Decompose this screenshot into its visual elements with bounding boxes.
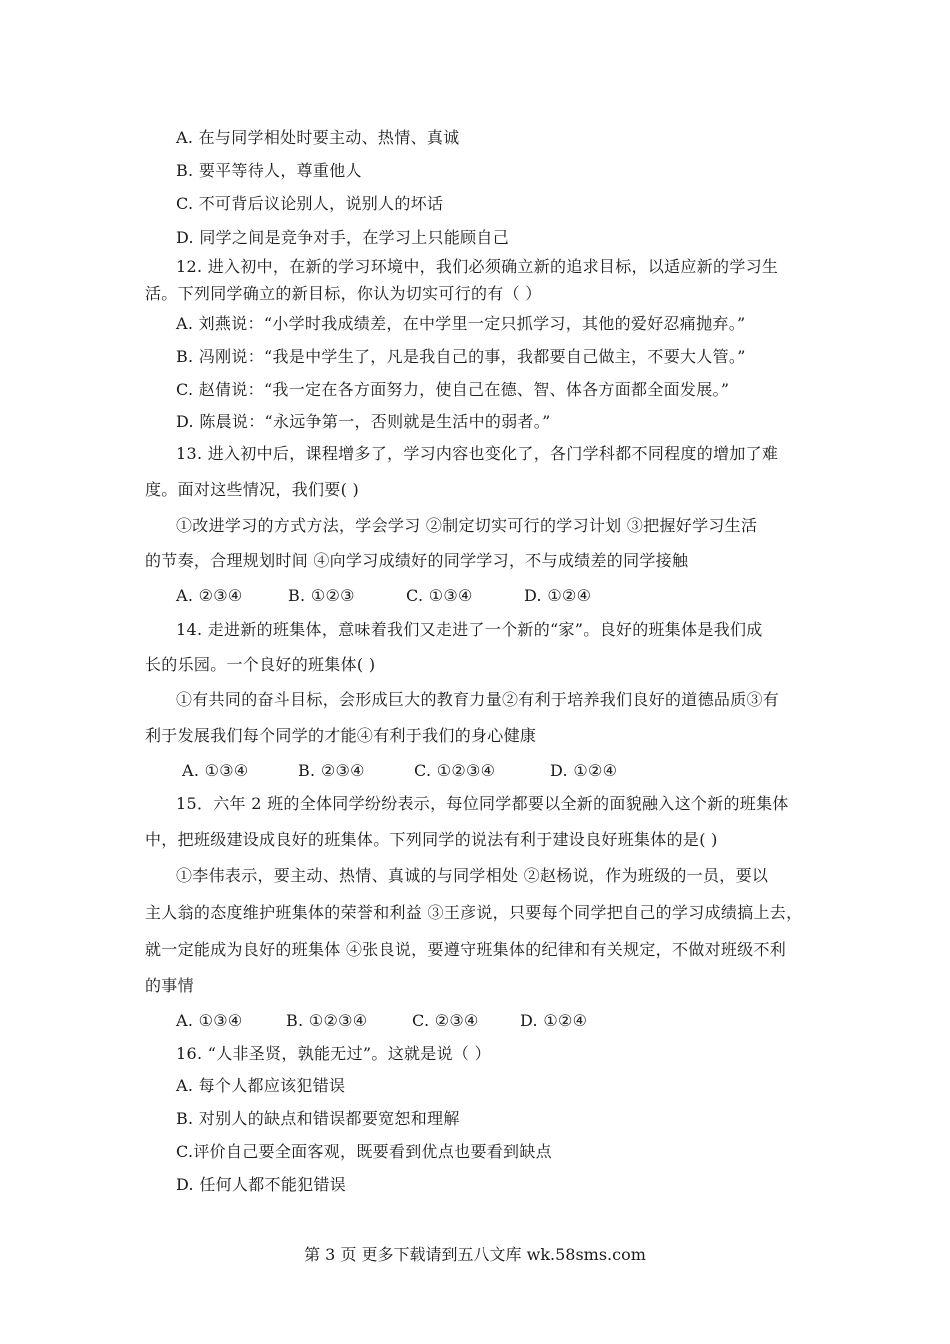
q14-choice-b: B. ②③④ [298,761,365,780]
q15-choices [176,1011,587,1031]
q15-items-line1: ①李伟表示，要主动、热情、真诚的与同学相处 ②赵杨说，作为班级的一员，要以 [176,866,769,885]
q12-option-c: C. 赵倩说：“我一定在各方面努力，使自己在德、智、体各方面都全面发展。” [176,380,730,399]
page-footer: 第 3 页 更多下载请到五八文库 wk.58sms.com [304,1245,646,1264]
q14-items-line2: 利于发展我们每个同学的才能④有利于我们的身心健康 [145,726,537,745]
q16-stem: 16. “人非圣贤，孰能无过”。这就是说（ ） [176,1044,491,1063]
q15-choice-c: C. ②③④ [412,1011,479,1030]
q16-option-d: D. 任何人都不能犯错误 [176,1175,347,1194]
q15-items-line3: 就一定能成为良好的班集体 ④张良说，要遵守班集体的纪律和有关规定，不做对班级不利 [145,940,787,959]
q13-items-line1: ①改进学习的方式方法，学会学习 ②制定切实可行的学习计划 ③把握好学习生活 [176,516,758,535]
q13-stem-line2: 度。面对这些情况，我们要( ) [145,480,360,499]
q14-choice-c: C. ①②③④ [414,761,496,780]
q12-stem-line2: 活。下列同学确立的新目标，你认为切实可行的有（ ） [145,284,542,303]
q14-choice-d: D. ①②④ [550,761,618,780]
q13-choices [176,586,591,606]
q13-choice-b: B. ①②③ [288,586,355,605]
q13-items-line2: 的节奏，合理规划时间 ④向学习成绩好的同学学习，不与成绩差的同学接触 [145,551,689,570]
q15-choice-b: B. ①②③④ [286,1011,368,1030]
q14-stem-line1: 14. 走进新的班集体，意味着我们又走进了一个新的“家”。良好的班集体是我们成 [176,620,763,639]
q16-option-c: C.评价自己要全面客观，既要看到优点也要看到缺点 [176,1142,552,1161]
q13-choice-d: D. ①②④ [524,586,592,605]
q15-choice-d: D. ①②④ [520,1011,588,1030]
q15-stem-line1: 15．六年 2 班的全体同学纷纷表示，每位同学都要以全新的面貌融入这个新的班集体 [176,794,789,813]
q12-option-a: A. 刘燕说：“小学时我成绩差，在中学里一定只抓学习，其他的爱好忍痛抛弃。” [176,314,746,333]
q13-choice-c: C. ①③④ [406,586,473,605]
q11-option-d: D. 同学之间是竞争对手，在学习上只能顾自己 [176,228,510,247]
q14-stem-line2: 长的乐园。一个良好的班集体( ) [145,655,376,674]
q16-option-b: B. 对别人的缺点和错误都要宽恕和理解 [176,1109,460,1128]
q15-items-line2: 主人翁的态度维护班集体的荣誉和利益 ③王彦说，只要每个同学把自己的学习成绩搞上去， [145,903,803,922]
q16-option-a: A. 每个人都应该犯错误 [176,1076,346,1095]
q15-items-line4: 的事情 [145,976,194,995]
q14-choice-a: A. ①③④ [182,761,249,780]
q12-stem-line1: 12. 进入初中，在新的学习环境中，我们必须确立新的追求目标，以适应新的学习生 [176,257,779,276]
q14-choices [182,761,617,781]
q11-option-a: A. 在与同学相处时要主动、热情、真诚 [176,128,460,147]
q13-choice-a: A. ②③④ [176,586,243,605]
q15-choice-a: A. ①③④ [176,1011,243,1030]
q11-option-b: B. 要平等待人，尊重他人 [176,161,362,180]
q13-stem-line1: 13. 进入初中后，课程增多了，学习内容也变化了，各门学科都不同程度的增加了难 [176,444,779,463]
q12-option-b: B. 冯刚说：“我是中学生了，凡是我自己的事，我都要自己做主，不要大人管。” [176,347,746,366]
q12-option-d: D. 陈晨说：“永远争第一，否则就是生活中的弱者。” [176,412,551,431]
q15-stem-line2: 中，把班级建设成良好的班集体。下列同学的说法有利于建设良好班集体的是( ) [145,830,718,849]
q14-items-line1: ①有共同的奋斗目标，会形成巨大的教育力量②有利于培养我们良好的道德品质③有 [176,690,780,709]
q11-option-c: C. 不可背后议论别人，说别人的坏话 [176,194,444,213]
